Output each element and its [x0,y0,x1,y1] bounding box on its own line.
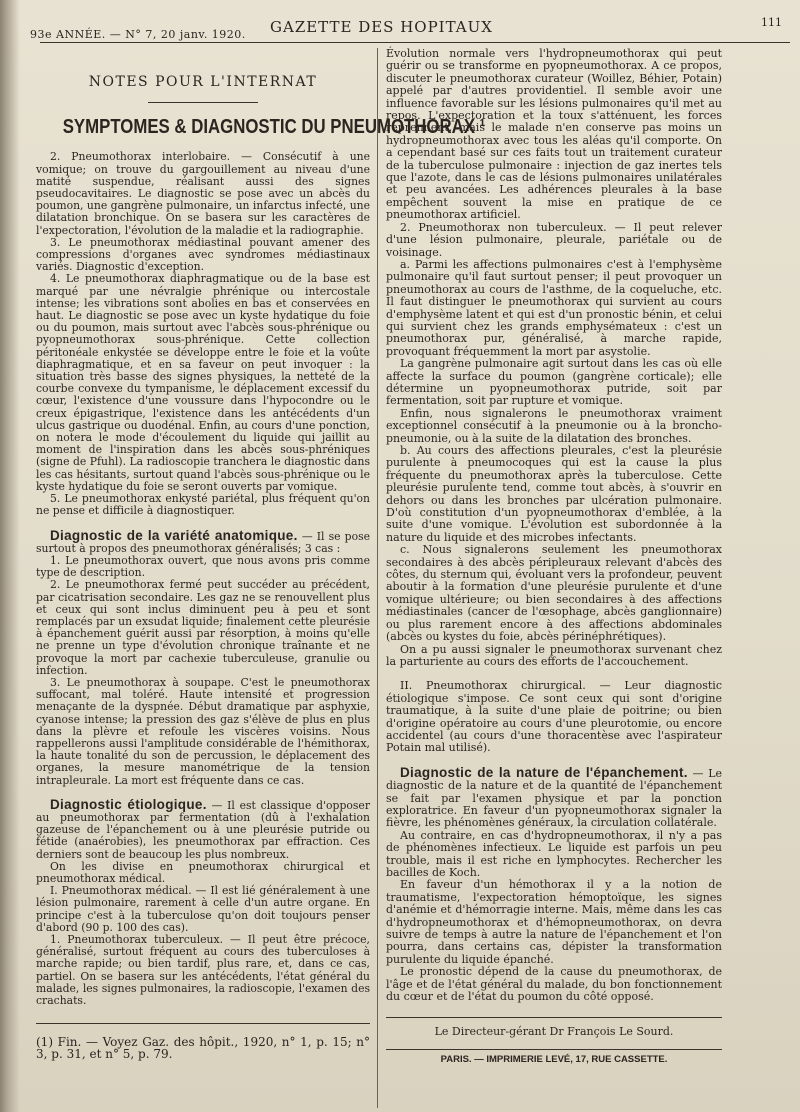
paragraph: Diagnostic étiologique. — Il est classique d'opposer au pneumothorax par fermentation (dû à l'exhalation gazeuse de l'épanchement ou à une pleurésie putride ou fétide (anaérobies), les pneumothorax par effraction. Ces derniers sont de beaucoup les plus nombreux. [36,796,370,861]
journal-title: GAZETTE DES HOPITAUX [270,18,493,36]
paragraph: I. Pneumothorax médical. — Il est lié généralement à une lésion pulmonaire, rarement à celle d'un autre organe. En principe c'est à la tuberculose qu'on doit toujours penser d'abord (90 p. 100 des cas). [36,884,370,934]
bottom-rule [386,1049,722,1050]
left-column [36,70,486,1062]
paragraph-chirurgical: II. Pneumothorax chirurgical. — Leur diagnostic étiologique s'impose. Ce sont ceux qui sont d'origine traumatique, à la suite d'une plaie de poitrine; ou bien d'origine opératoire au cours d'une pleurotomie, ou encore accidentel (au cours d'une thoracentèse avec l'aspirateur Potain mal utilisé). [386,679,722,755]
issue-info: 93e ANNÉE. — N° 7, 20 janv. 1920. [30,28,246,41]
paragraph: Diagnostic de la nature de l'épanchement. — Le diagnostic de la nature et de la quantité de l'épanchement se fait par l'examen physique et par la ponction exploratrice. En faveur d'un pyopneumothorax signaler la fièvre, les phénomènes généraux, la circulation collatérale. [386,764,723,830]
printer-line: PARIS. — IMPRIMERIE LEVÉ, 17, RUE CASSETTE. [440,1053,668,1065]
page-header [20,10,790,41]
paragraph: 1. Pneumothorax tuberculeux. — Il peut être précoce, généralisé, surtout fréquent au cours des tuberculoses à marche rapide; ou bien tardif, plus rare, et, dans ce cas, partiel. On se basera sur les antécédents, l'état général du malade, les signes pulmonaires, la radioscopie, l'examen des crachats. [36,933,370,1008]
paragraph: 4. Le pneumothorax diaphragmatique ou de la base est marqué par une névralgie phrénique ou intercostale intense; les vibrations sont abolies en bas et conservées en haut. Le diagnostic se pose avec un kyste hydatique du foie ou du poumon, mais surtout avec l'abcès sous-phrénique ou pyopneumothorax sous-phrénique. Cette collection péritonéale enkystée se développe entre le foie et la voûte diaphragmatique, et en sa faveur on peut invoquer : la situation très basse des signes physiques, la netteté de la courbe convexe du tympanisme, le déplacement excessif du cœur, l'existence d'une voussure dans l'hypocondre ou le creux épigastrique, l'existence dans les antécédents d'un ulcus gastrique ou duodénal. Enfin, au cours d'une ponction, on notera le mode d'écoulement du liquide qui jaillit au moment de l'inspiration dans les abcès sous-phréniques (signe de Pfuhl). La radioscopie tranchera le diagnostic dans les cas hésitants, surtout quand l'abcès sous-phrénique ou le kyste hydatique du foie se seront ouverts par vomique. [36,272,370,493]
paragraph: 2. Le pneumothorax fermé peut succéder au précédent, par cicatrisation secondaire. Les gaz ne se renouvellent plus et ceux qui sont inclus diminuent peu à peu et sont remplacés par un exsudat liquide; finalement cette pleurésie à épanchement guérit aussi par résorption, à moins qu'elle ne prenne un type d'évolution chronique traînante et ne provoque la mort par cachexie tuberculeuse, granulie ou infection. [36,578,370,677]
paragraph: b. Au cours des affections pleurales, c'est la pleurésie purulente à pneumocoques qui est la cause la plus fréquente du pneumothorax après la tuberculose. Cette pleurésie purulente tend, comme tout abcès, à s'ouvrir en dehors ou dans les bronches par ulcération pulmonaire. D'où constitution d'un pyopneumothorax d'emblée, à la suite d'une vomique. L'évolution est subordonnée à la nature du liquide et des microbes infectants. [386,444,722,544]
section-rule [148,102,258,103]
paragraph: Au contraire, en cas d'hydropneumothorax, il n'y a pas de phénomènes infectieux. Le liquide est parfois un peu trouble, mais il est riche en lymphocytes. Rechercher les bacilles de Koch. [386,828,722,879]
paragraph: Diagnostic de la variété anatomique. — Il se pose surtout à propos des pneumothorax généralisés; 3 cas : [36,527,370,555]
paragraph: a. Parmi les affections pulmonaires c'est à l'emphysème pulmonaire qu'il faut surtout penser; il peut provoquer un pneumothorax au cours de l'asthme, de la coqueluche, etc. Il faut distinguer le pneumothorax qui survient au cours d'emphysème latent et qui est d'un pronostic bénin, et celui qui survient chez les grands emphysémateux : c'est un pneumothorax pur, généralisé, à marche rapide, provoquant fréquemment la mort par asystolie. [386,257,722,358]
paragraph: On a pu aussi signaler le pneumothorax survenant chez la parturiente au cours des efforts de l'accouchement. [386,642,722,668]
page-number: 111 [761,16,782,29]
right-column [386,48,722,1066]
subheading-nature: Diagnostic de la nature de l'épanchement. [400,764,688,780]
paragraph: Le pronostic dépend de la cause du pneumothorax, de l'âge et de l'état général du malade, du bon fonctionnement du cœur et de l'état du poumon du côté opposé. [386,965,722,1004]
section-heading: NOTES POUR L'INTERNAT [88,74,318,90]
paragraph: 1. Le pneumothorax ouvert, que nous avons pris comme type de description. [36,553,370,580]
paragraph: 5. Le pneumothorax enkysté pariétal, plus fréquent qu'on ne pense et difficile à diagnostiquer. [36,492,370,518]
header-rule [40,42,790,43]
signature: Le Directeur-gérant Dr François Le Sourd. [386,1017,722,1038]
footnote: (1) Fin. — Voyez Gaz. des hôpit., 1920, n° 1, p. 15; n° 3, p. 31, et n° 5, p. 79. [36,1023,370,1060]
paragraph: Enfin, nous signalerons le pneumothorax vraiment exceptionnel consécutif à la pneumonie ou à la broncho-pneumonie, ou à la suite de la dilatation des bronches. [386,406,722,445]
column-divider [377,48,378,1108]
subheading-variete: Diagnostic de la variété anatomique. [50,527,298,543]
article-title: SYMPTOMES & DIAGNOSTIC DU PNEUMOTHORAX ¹ [62,116,486,139]
paragraph: En faveur d'un hémothorax il y a la notion de traumatisme, l'expectoration hémoptoïque, les signes d'anémie et d'hémorragie interne. Mais, même dans les cas d'hydropneumothorax et d'hémopneumothorax, on devra suivre de temps à autre la nature de l'épanchement et l'on pourra, dans certains cas, dépister la transformation purulente du liquide épanché. [386,878,722,966]
paragraph: 3. Le pneumothorax médiastinal pouvant amener des compressions d'organes avec syndromes médiastinaux variés. Diagnostic d'exception. [36,235,370,274]
paragraph: c. Nous signalerons seulement les pneumothorax secondaires à des abcès péripleuraux relevant d'abcès des côtes, du sternum qui, évoluant vers la profondeur, peuvent aboutir à la formation d'une pleurésie purulente et d'une vomique ultérieure; ou bien secondaires à des affections médiastinales (cancer de l'œsophage, abcès ganglionnaire) ou plus rarement encore à des affections abdominales (abcès ou kystes du foie, abcès périnéphrétiques). [386,543,722,644]
paragraph: La gangrène pulmonaire agit surtout dans les cas où elle affecte la surface du poumon (gangrène corticale); elle détermine un pyopneumothorax putride, soit par fermentation, soit par rupture et vomique. [386,357,722,408]
paragraph: 3. Le pneumothorax à soupape. C'est le pneumothorax suffocant, mal toléré. Haute intensité et progression menaçante de la dyspnée. Début dramatique par asphyxie, cyanose intense; la pression des gaz s'élève de plus en plus dans la plèvre et refoule les viscères voisins. Nous rappellerons aussi l'amplitude considérable de l'hémithorax, la haute tonalité du son de percussion, le déplacement des organes, la mesure manométrique de la tension intrapleurale. La mort est fréquente dans ce cas. [36,675,370,787]
subheading-etiologique: Diagnostic étiologique. [50,796,207,812]
paragraph: 2. Pneumothorax non tuberculeux. — Il peut relever d'une lésion pulmonaire, pleurale, pariétale ou de voisinage. [386,220,722,259]
binding-spine [0,0,20,1112]
paragraph: 2. Pneumothorax interlobaire. — Consécutif à une vomique; on trouve du gargouillement au niveau d'une matité suspendue, réalisant aussi des signes pseudocavitaires. Le diagnostic se pose avec un abcès du poumon, une gangrène pulmonaire, un infarctus infecté, une dilatation bronchique. On se basera sur les caractères de l'expectoration, l'évolution de la maladie et la radiographie. [36,150,370,237]
paragraph: Évolution normale vers l'hydropneumothorax qui peut guérir ou se transforme en pyopneumothorax. A ce propos, discuter le pneumothorax curateur (Woillez, Béhier, Potain) appelé par d'autres providentiel. Il semble avoir une influence favorable sur les lésions pulmonaires qu'il met au repos. L'expectoration et la toux s'atténuent, les forces reprennent, mais le malade n'en conserve pas moins un hydropneumothorax avec tous les aléas qu'il comporte. On a cependant basé sur ces faits tout un traitement curateur de la tuberculose pulmonaire : injection de gaz inertes tels que l'azote, dans le cas de lésions pulmonaires unilatérales et peu avancées. Les adhérences pleurales à la base empêchent souvent la mise en pratique de ce pneumothorax artificiel. [386,47,722,222]
paragraph: On les divise en pneumothorax chirurgical et pneumothorax médical. [36,859,370,885]
